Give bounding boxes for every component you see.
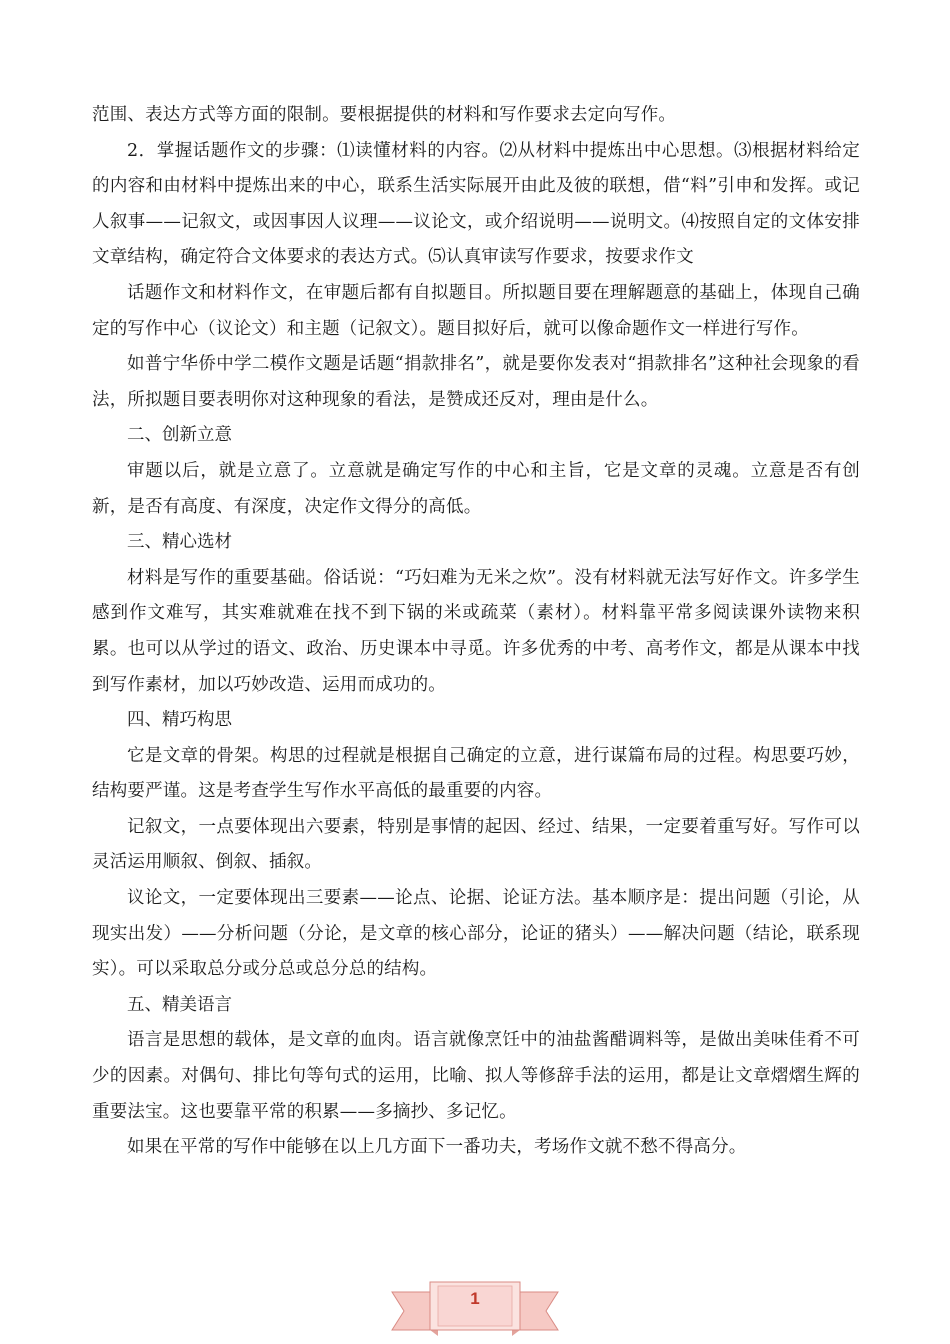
paragraph: 2．掌握话题作文的步骤：⑴读懂材料的内容。⑵从材料中提炼出中心思想。⑶根据材料给定的内容和由材料中提炼出来的中心，联系生活实际展开由此及彼的联想，借“料”引申和发挥。或记人叙事——记叙文，或因事因人议理——议论文，或介绍说明——说明文。⑷按照自定的文体安排文章结构，确定符合文体要求的表达方式。⑸认真审读写作要求，按要求作文	[92, 140, 860, 268]
paragraph: 如果在平常的写作中能够在以上几方面下一番功夫，考场作文就不愁不得高分。	[127, 1137, 747, 1158]
page-number: 1	[470, 1289, 480, 1308]
section-heading: 四、精巧构思	[127, 710, 232, 731]
paragraph: 记叙文，一点要体现出六要素，特别是事情的起因、经过、结果，一定要着重写好。写作可以灵活运用顺叙、倒叙、插叙。	[92, 816, 860, 873]
section-heading: 三、精心选材	[127, 532, 232, 553]
paragraph: 它是文章的骨架。构思的过程就是根据自己确定的立意，进行谋篇布局的过程。构思要巧妙，结构要严谨。这是考查学生写作水平高低的最重要的内容。	[92, 745, 860, 802]
paragraph: 议论文，一定要体现出三要素——论点、论据、论证方法。基本顺序是：提出问题（引论，从现实出发）——分析问题（分论，是文章的核心部分，论证的猪头）——解决问题（结论，联系现实）。可以采取总分或分总或总分总的结构。	[92, 888, 860, 980]
document-body	[92, 98, 860, 1166]
paragraph: 语言是思想的载体，是文章的血肉。语言就像烹饪中的油盐酱醋调料等，是做出美味佳肴不可少的因素。对偶句、排比句等句式的运用，比喻、拟人等修辞手法的运用，都是让文章熠熠生辉的重要法宝。这也要靠平常的积累——多摘抄、多记忆。	[92, 1030, 860, 1122]
section-heading: 二、创新立意	[127, 425, 232, 446]
paragraph: 审题以后，就是立意了。立意就是确定写作的中心和主旨，它是文章的灵魂。立意是否有创新，是否有高度、有深度，决定作文得分的高低。	[92, 460, 860, 517]
paragraph: 如普宁华侨中学二模作文题是话题“捐款排名”，就是要你发表对“捐款排名”这种社会现象的看法，所拟题目要表明你对这种现象的看法，是赞成还反对，理由是什么。	[92, 354, 860, 410]
section-heading: 五、精美语言	[127, 994, 232, 1015]
page-footer	[390, 1278, 560, 1338]
paragraph: 材料是写作的重要基础。俗话说：“巧妇难为无米之炊”。没有材料就无法写好作文。许多学生感到作文难写，其实难就难在找不到下锅的米或疏菜（素材）。材料靠平常多阅读课外读物来积累。也可以从学过的语文、政治、历史课本中寻觅。许多优秀的中考、高考作文，都是从课本中找到写作素材，加以巧妙改造、运用而成功的。	[92, 567, 860, 695]
paragraph: 范围、表达方式等方面的限制。要根据提供的材料和写作要求去定向写作。	[92, 105, 677, 125]
paragraph: 话题作文和材料作文，在审题后都有自拟题目。所拟题目要在理解题意的基础上，体现自己确定的写作中心（议论文）和主题（记叙文）。题目拟好后，就可以像命题作文一样进行写作。	[92, 282, 860, 339]
